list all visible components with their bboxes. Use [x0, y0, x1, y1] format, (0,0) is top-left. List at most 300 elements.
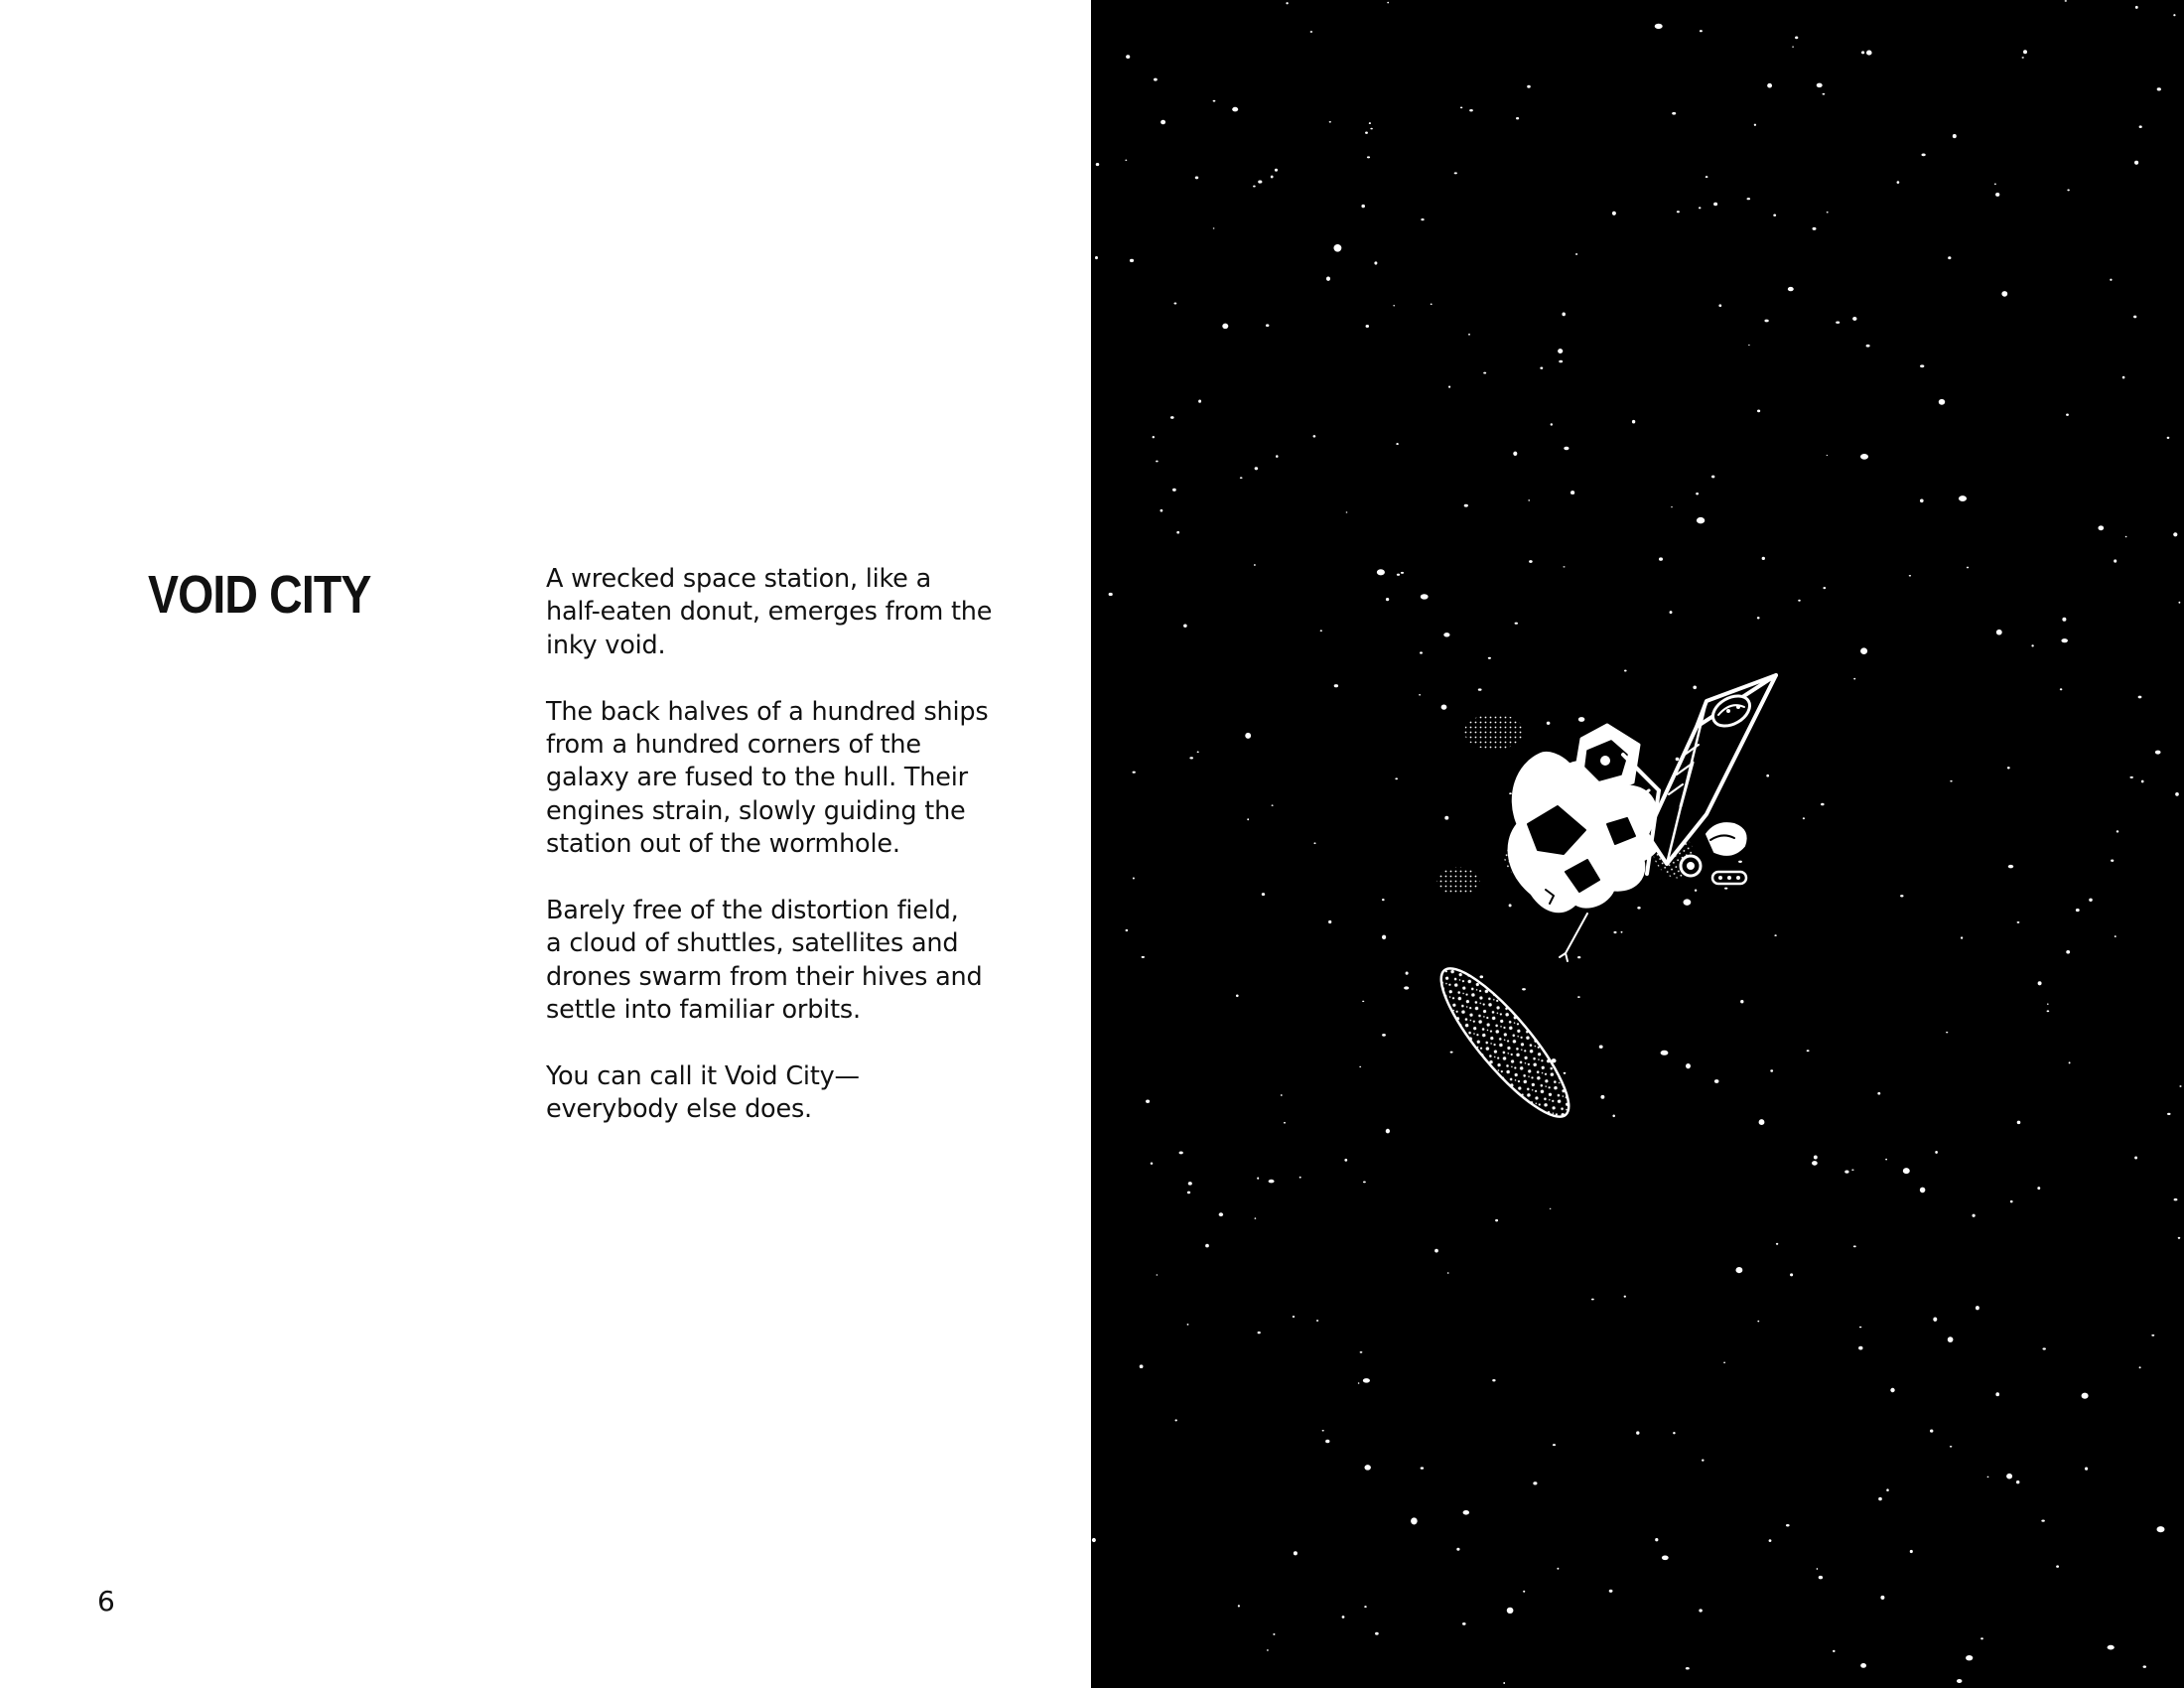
star [1953, 134, 1957, 138]
star [2056, 1565, 2059, 1568]
star [1798, 600, 1801, 602]
body-text [546, 563, 1013, 1160]
star [1686, 1667, 1690, 1670]
star [2138, 696, 2142, 699]
star [1967, 567, 1969, 569]
star [1735, 1267, 1742, 1273]
star [1770, 1069, 1773, 1071]
star [1821, 803, 1825, 806]
star [1766, 774, 1769, 777]
star [1328, 920, 1331, 923]
star [1456, 1548, 1459, 1551]
star [1833, 1650, 1835, 1652]
star [1961, 936, 1963, 938]
star [1393, 305, 1395, 306]
star [1624, 670, 1627, 672]
star [1404, 986, 1409, 989]
star [1836, 321, 1840, 323]
star [1557, 1568, 1559, 1570]
star [1179, 1151, 1183, 1154]
star [1757, 617, 1760, 619]
star [1817, 83, 1823, 88]
star [2134, 1157, 2137, 1160]
star [1126, 929, 1129, 931]
star [1096, 163, 1100, 166]
star [1267, 1649, 1269, 1650]
star [1553, 1444, 1556, 1446]
star [1448, 385, 1450, 387]
star [2047, 1003, 2049, 1004]
star [1738, 861, 1742, 863]
star [1713, 203, 1717, 207]
star [1878, 1497, 1882, 1500]
star [1431, 303, 1433, 305]
star [1358, 1382, 1360, 1384]
star [1411, 1517, 1418, 1524]
star [1346, 511, 1348, 512]
star [1529, 560, 1533, 563]
star [1922, 154, 1926, 157]
star [1886, 1488, 1888, 1491]
star [1858, 1346, 1862, 1350]
star [2135, 6, 2138, 9]
star [1257, 1178, 1259, 1180]
star [1222, 324, 1228, 329]
star [1673, 1432, 1676, 1434]
star [1853, 1245, 1856, 1247]
star [1213, 100, 1216, 102]
star [1153, 436, 1155, 438]
star [1959, 495, 1967, 501]
star [1551, 423, 1553, 425]
star [1976, 1306, 1979, 1310]
star [1450, 1052, 1453, 1054]
star [1492, 1379, 1495, 1381]
star [1363, 1181, 1366, 1183]
star [1187, 1324, 1189, 1326]
star [1636, 1431, 1639, 1434]
star [1469, 109, 1473, 111]
star [2010, 1200, 2013, 1202]
star [1126, 55, 1130, 59]
star [1790, 1273, 1793, 1276]
star [1513, 452, 1517, 456]
star [1293, 1316, 1295, 1318]
star [2122, 376, 2125, 379]
star [1655, 1538, 1658, 1541]
star [2134, 161, 2138, 165]
star [1362, 1001, 1364, 1002]
star [1366, 325, 1370, 328]
star [1420, 651, 1423, 653]
star [2110, 279, 2112, 281]
star [1363, 1378, 1370, 1383]
star [1851, 1169, 1853, 1170]
star [1313, 435, 1316, 437]
star [1807, 1050, 1810, 1052]
star [1624, 1296, 1626, 1298]
star [1776, 1243, 1778, 1245]
star [1320, 630, 1322, 632]
star [1757, 410, 1760, 413]
star [1272, 804, 1274, 806]
star [1480, 975, 1484, 978]
star [1197, 751, 1199, 753]
star [1488, 657, 1491, 659]
star [1374, 261, 1377, 264]
star [1972, 1214, 1975, 1217]
star [1637, 907, 1640, 910]
star [2066, 413, 2069, 415]
star [1957, 1679, 1962, 1683]
star [2151, 1335, 2154, 1336]
star [1724, 888, 1727, 890]
star [1540, 367, 1543, 369]
star [2023, 50, 2027, 54]
star [1154, 78, 1158, 81]
star [1386, 598, 1389, 601]
star [1369, 122, 1371, 124]
star [1860, 1663, 1866, 1668]
star [1767, 83, 1772, 88]
star [1695, 889, 1697, 891]
star [2017, 1121, 2021, 1125]
star [1528, 499, 1530, 501]
star [1930, 1430, 1933, 1433]
star [1174, 302, 1177, 304]
star [1310, 31, 1313, 33]
star [1774, 934, 1776, 936]
star [1819, 1576, 1823, 1580]
star [2008, 865, 2013, 869]
star [1382, 899, 1385, 901]
star [1795, 37, 1798, 40]
star [1133, 877, 1135, 879]
star [1333, 244, 1341, 252]
star [2016, 1480, 2019, 1483]
star [1170, 416, 1174, 419]
star [1754, 124, 1756, 126]
star [1271, 176, 1274, 179]
star [2022, 57, 2024, 58]
space-station-icon [1436, 675, 1776, 961]
star [1812, 1161, 1818, 1166]
star [1877, 1092, 1880, 1095]
star [2173, 14, 2175, 16]
star [2179, 1085, 2181, 1087]
star [1183, 625, 1187, 628]
star [1367, 156, 1370, 158]
star [1950, 1446, 1953, 1448]
illustration-page [1091, 0, 2184, 1688]
star [1232, 107, 1238, 112]
star [1175, 1419, 1177, 1421]
star [1786, 1524, 1790, 1526]
star [1866, 345, 1870, 348]
star [1269, 1180, 1275, 1184]
star [2042, 1347, 2045, 1349]
star [1866, 51, 1872, 56]
star [1515, 623, 1518, 625]
star [1236, 995, 1239, 998]
star [2038, 981, 2042, 985]
star [1146, 1100, 1150, 1103]
star [2111, 860, 2114, 862]
star [1885, 1159, 1887, 1161]
star [1386, 1129, 1390, 1134]
star [1591, 1299, 1594, 1301]
star [1577, 956, 1580, 958]
star [1109, 593, 1113, 596]
space-illustration [1091, 0, 2184, 1688]
star [2041, 1519, 2044, 1521]
star [1375, 1632, 1379, 1635]
star [2139, 125, 2142, 128]
paragraph-2: The back halves of a hundred ships from a hundred corners of the galaxy are fused to the hull. Their engines strain, slowly guiding the station out of the wormhole. [546, 696, 989, 860]
star [2157, 1526, 2165, 1532]
star [1570, 491, 1574, 494]
star [1559, 360, 1563, 363]
star [1670, 611, 1673, 614]
star [1920, 1188, 1926, 1194]
star [2175, 792, 2179, 796]
star [2178, 602, 2180, 604]
star [1659, 557, 1663, 560]
star [1344, 1159, 1347, 1162]
star [1395, 777, 1398, 779]
star [2047, 1010, 2050, 1012]
star [1702, 1460, 1704, 1462]
star [1322, 1430, 1324, 1432]
star [1189, 757, 1193, 759]
star [1533, 1481, 1537, 1484]
star [1313, 842, 1315, 844]
star [2006, 1474, 2012, 1479]
star [2060, 688, 2063, 690]
star [1503, 1682, 1505, 1684]
wormhole-icon [1425, 954, 1585, 1132]
star [1676, 758, 1680, 761]
star [1697, 517, 1705, 523]
star [1920, 498, 1924, 502]
star [1329, 121, 1331, 123]
star [1294, 1551, 1297, 1555]
star [1723, 1361, 1725, 1363]
star [1814, 1156, 1818, 1160]
star [1151, 1163, 1154, 1165]
star [1434, 1249, 1438, 1253]
star [1844, 1171, 1848, 1174]
star [1813, 227, 1817, 230]
star [2157, 87, 2161, 90]
star [1419, 694, 1421, 696]
star [1577, 996, 1580, 998]
star [1788, 287, 1794, 291]
star [1253, 186, 1256, 188]
star [1516, 117, 1519, 119]
star [2133, 316, 2136, 319]
star [1255, 467, 1259, 470]
star [1364, 1606, 1366, 1608]
star [2167, 437, 2170, 439]
star [2108, 1645, 2115, 1650]
star [1564, 447, 1569, 450]
star [1507, 1608, 1514, 1614]
paragraph-1: A wrecked space station, like a half-eaten donut, emerges from the inky void. [546, 564, 993, 660]
star [1396, 443, 1398, 445]
star [1757, 1321, 1759, 1323]
star [1612, 1115, 1615, 1118]
star [1996, 630, 2002, 635]
star [1948, 1336, 1954, 1342]
star [1740, 1000, 1743, 1003]
page-number: 6 [97, 1585, 115, 1618]
star [1188, 1182, 1192, 1186]
star [1773, 214, 1776, 217]
star [1523, 1591, 1525, 1593]
star [1401, 572, 1404, 574]
star [1950, 780, 1952, 782]
paragraph-4: You can call it Void City— everybody else does. [546, 1061, 860, 1125]
star [1522, 988, 1526, 990]
star [1483, 372, 1486, 374]
star [1142, 956, 1145, 958]
star [1562, 312, 1566, 316]
star [1281, 1094, 1283, 1096]
star [1258, 181, 1262, 184]
star [1454, 172, 1457, 174]
star [1827, 211, 1829, 213]
star [1160, 509, 1163, 512]
star [1334, 684, 1338, 687]
star [1421, 218, 1424, 220]
star [1219, 1212, 1223, 1216]
star [2089, 899, 2093, 902]
star [1769, 1539, 1772, 1542]
star [1527, 85, 1531, 88]
star [1160, 120, 1165, 124]
star [1299, 1177, 1301, 1179]
star [1980, 1637, 1983, 1639]
star [2082, 1393, 2089, 1399]
star [1495, 1219, 1498, 1221]
star [1613, 931, 1616, 933]
star [1995, 193, 1999, 197]
star [2129, 776, 2132, 778]
star [1360, 1351, 1363, 1353]
star [1946, 1032, 1948, 1033]
star [1677, 211, 1680, 212]
star [1671, 506, 1673, 507]
star [1276, 455, 1278, 458]
star [2178, 1237, 2181, 1239]
star [1382, 935, 1386, 940]
star [2076, 909, 2080, 912]
star [2062, 618, 2066, 622]
star [2001, 291, 2007, 297]
star [1817, 1568, 1819, 1570]
star [1995, 1392, 1999, 1396]
star [2098, 525, 2104, 530]
star [1361, 205, 1365, 208]
star [1718, 304, 1721, 307]
star [1397, 574, 1400, 576]
star [1247, 818, 1249, 820]
star [1125, 160, 1127, 161]
star [1286, 2, 1288, 4]
star [1558, 349, 1563, 353]
star [1699, 1609, 1703, 1612]
star [1852, 317, 1856, 321]
star [1550, 1208, 1552, 1209]
star [1686, 1063, 1691, 1068]
star [1133, 772, 1136, 774]
star [1600, 1095, 1604, 1099]
star [2116, 830, 2119, 832]
star [2007, 767, 2010, 769]
star [1255, 1217, 1257, 1219]
star [1661, 1051, 1669, 1055]
star [1195, 176, 1199, 179]
star [1948, 256, 1951, 259]
star [1823, 587, 1826, 589]
star [1468, 334, 1470, 336]
star [1421, 1467, 1424, 1469]
star [1092, 1538, 1096, 1542]
star [1672, 112, 1676, 115]
star [2017, 921, 2020, 923]
page-title: VOID CITY [148, 565, 371, 625]
star [1994, 184, 1996, 186]
star [1156, 461, 1159, 463]
star [1897, 181, 1900, 184]
star [2125, 536, 2127, 538]
star [1764, 320, 1768, 323]
star [1935, 1151, 1938, 1154]
star [1342, 1616, 1345, 1618]
star [1213, 227, 1215, 228]
star [1714, 1079, 1719, 1083]
star [1464, 504, 1468, 507]
star [2085, 1467, 2088, 1470]
star [1441, 704, 1447, 709]
star [1909, 575, 1911, 577]
star [1359, 1066, 1361, 1067]
star [1706, 176, 1708, 178]
star [1254, 564, 1256, 566]
star [2139, 1366, 2141, 1368]
star [2141, 780, 2144, 783]
star [2061, 638, 2068, 642]
star [2066, 950, 2070, 954]
star [1655, 24, 1663, 29]
star [1853, 678, 1855, 680]
star [1966, 1655, 1973, 1660]
star [2173, 532, 2177, 536]
star [1759, 1119, 1765, 1125]
star [1509, 904, 1512, 907]
star [2115, 935, 2116, 937]
star [1563, 566, 1565, 567]
star [1860, 454, 1868, 460]
star [1258, 1332, 1261, 1334]
star [1747, 198, 1751, 200]
star [1275, 169, 1278, 172]
text-page [0, 0, 1091, 1688]
star [1762, 557, 1765, 560]
star [1711, 476, 1714, 479]
star [1684, 899, 1692, 905]
